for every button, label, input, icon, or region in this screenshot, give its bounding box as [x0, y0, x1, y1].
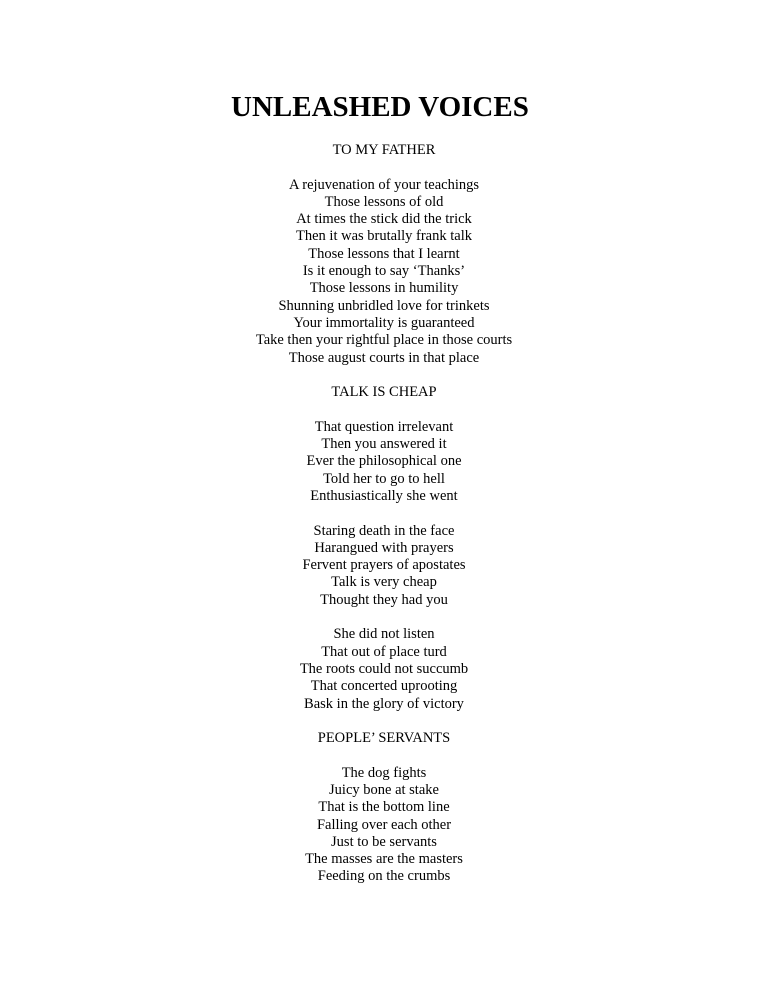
poem-line: Bask in the glory of victory: [304, 695, 464, 712]
poem-line: That question irrelevant: [314, 418, 454, 435]
poem-line: Harangued with prayers: [314, 539, 454, 556]
poem-line: That out of place turd: [321, 643, 447, 660]
poem-line: Is it enough to say ‘Thanks’: [302, 263, 466, 280]
poem-line: Talk is very cheap: [331, 574, 437, 591]
poem-line: Falling over each other: [316, 816, 452, 833]
poem-line: Just to be servants: [331, 833, 437, 850]
poem-title: PEOPLE’ SERVANTS: [317, 730, 451, 747]
poem-title: TALK IS CHEAP: [331, 384, 437, 401]
poem-line: That concerted uprooting: [310, 678, 458, 695]
poem-line: Those lessons in humility: [309, 280, 459, 297]
poem-line: Enthusiastically she went: [310, 487, 458, 504]
poem-to-my-father: [0, 142, 768, 367]
poem-line: That is the bottom line: [318, 799, 450, 816]
poem-line: A rejuvenation of your teachings: [288, 176, 480, 193]
poem-line: Then you answered it: [321, 436, 447, 453]
stanza: [0, 523, 768, 609]
poem-line: Told her to go to hell: [323, 470, 445, 487]
poem-line: The masses are the masters: [305, 851, 463, 868]
poem-line: Ever the philosophical one: [306, 453, 462, 470]
poem-line: Fervent prayers of apostates: [302, 557, 466, 574]
poem-line: At times the stick did the trick: [296, 211, 472, 228]
poem-line: Your immortality is guaranteed: [293, 314, 475, 331]
poem-line: Take then your rightful place in those courts: [255, 332, 513, 349]
poems-container: [0, 142, 768, 886]
poem-people-servants: [0, 730, 768, 886]
poem-line: Staring death in the face: [313, 522, 455, 539]
poem-line: She did not listen: [333, 626, 435, 643]
poem-line: Shunning unbridled love for trinkets: [278, 297, 490, 314]
poem-line: The roots could not succumb: [299, 660, 469, 677]
poem-title: TO MY FATHER: [332, 142, 436, 158]
poem-line: Then it was brutally frank talk: [296, 228, 472, 245]
poem-line: Those lessons of old: [324, 193, 444, 210]
poem-line: Those august courts in that place: [288, 349, 480, 366]
poem-line: Thought they had you: [320, 591, 448, 608]
stanza: [0, 626, 768, 712]
stanza: [0, 765, 768, 886]
document-title: UNLEASHED VOICES: [231, 91, 529, 123]
stanza: [0, 419, 768, 505]
poem-line: Feeding on the crumbs: [317, 868, 451, 885]
poem-line: Juicy bone at stake: [329, 781, 439, 798]
poem-line: Those lessons that I learnt: [308, 245, 460, 262]
poem-talk-is-cheap: [0, 384, 768, 713]
stanza: [0, 177, 768, 367]
poem-line: The dog fights: [341, 764, 427, 781]
